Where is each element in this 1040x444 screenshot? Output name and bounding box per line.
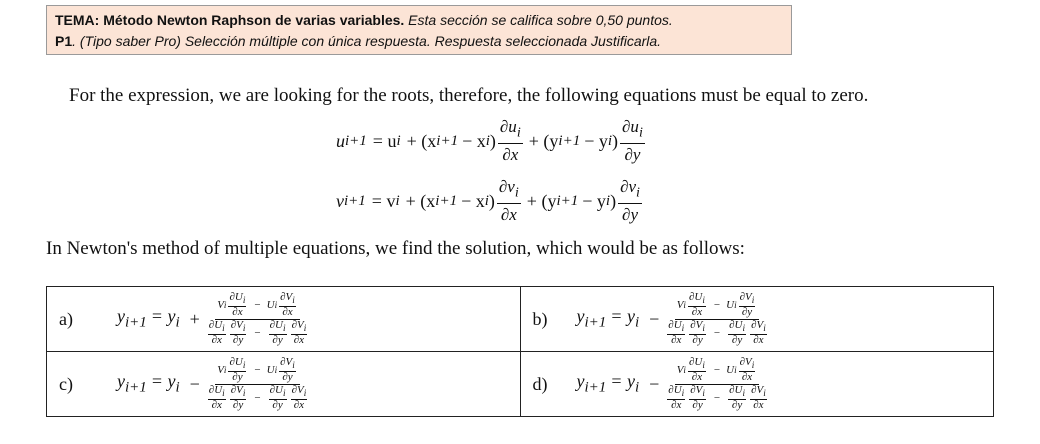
num-frac2 (739, 357, 756, 383)
option-fraction (206, 357, 310, 411)
eq-u-close2: ) (612, 130, 619, 151)
num-frac2-top-sub: i (751, 360, 755, 370)
num-frac2 (279, 292, 296, 318)
num-frac1-top-sub: i (242, 360, 246, 370)
option-lhs-var: y (576, 306, 585, 327)
option-letter: a) (59, 308, 73, 329)
header-box (46, 5, 792, 55)
eq-u-frac1 (498, 116, 523, 166)
tema-title: TEMA: Método Newton Raphson de varias variables. (55, 12, 405, 28)
den-frac1-top-sub: i (222, 388, 225, 399)
num-frac1 (688, 292, 706, 318)
option-c-cell[interactable] (47, 352, 521, 417)
num-v-sub: i (223, 364, 227, 375)
den-frac4-bottom: ∂x (753, 334, 764, 347)
den-frac1-top: ∂U (208, 319, 223, 331)
eq-u-frac2-den: ∂y (624, 145, 641, 165)
option-eq (610, 371, 639, 397)
eq-v-frac1-num-sub: i (514, 184, 519, 201)
den-frac2-top: ∂V (230, 384, 243, 396)
option-eq-var: = y (610, 371, 635, 392)
option-lhs-var: y (117, 306, 125, 327)
option-sign: − (649, 373, 660, 394)
num-frac2-bottom: ∂x (741, 371, 753, 383)
num-frac1-bottom: ∂x (691, 371, 703, 383)
eq-v-rhs: = v (371, 190, 396, 211)
option-denominator: $\partial U_i$ ∂x $\partial V_i$ ∂y − $\frac{\partial U_i}{\partial y}$ $\partial V_i$ ∂x (668, 319, 766, 347)
option-lhs-var: y (576, 371, 585, 392)
eq-u-rhs-sub: i (396, 132, 401, 149)
den-frac3-top-sub: i (283, 388, 286, 399)
num-v: V (217, 298, 224, 311)
den-frac4-top: ∂V (751, 384, 764, 396)
option-lhs (117, 371, 147, 397)
eq-v-frac2 (618, 176, 642, 226)
eq-u-term1: + (x (406, 130, 437, 151)
den-frac2-bottom: ∂y (232, 399, 244, 412)
den-frac1-top-sub: i (681, 388, 685, 399)
p1-label: P1 (55, 33, 73, 49)
option-eq-sub: i (634, 314, 640, 331)
num-frac1 (228, 357, 246, 383)
den-frac4 (750, 385, 767, 411)
num-frac2-top: ∂V (739, 290, 752, 303)
eq-v-term1-mid: − x (461, 190, 485, 211)
den-frac2 (689, 385, 706, 411)
den-frac2-top-sub: i (702, 388, 705, 399)
num-v: V (217, 363, 224, 376)
option-denominator: $\partial U_i$ ∂x $\partial V_i$ ∂y − $\frac{\partial U_i}{\partial y}$ $\partial V_i$ ∂x (668, 384, 766, 412)
den-frac4-bottom: ∂x (753, 399, 764, 412)
eq-u-term2-sub1: i+1 (558, 132, 581, 149)
p1-description: . (Tipo saber Pro) Selección múltiple con única respuesta. Respuesta seleccionada Justificarla. (72, 33, 662, 49)
option-numerator: V i $\partial U_i$ ∂y − U i $\partial V_i$ ∂y (215, 357, 300, 385)
eq-u-term1-sub1: i+1 (436, 132, 459, 149)
num-frac1-top: ∂U (229, 355, 243, 368)
eq-u-term1-mid: − x (462, 130, 486, 151)
den-frac3 (269, 320, 287, 346)
option-sign: + (189, 308, 200, 329)
den-frac1-bottom: ∂x (671, 334, 682, 347)
equation-v (336, 176, 644, 226)
den-frac1 (208, 385, 226, 411)
option-eq-var: = y (150, 306, 176, 327)
den-frac3-top-sub: i (283, 323, 286, 334)
option-d[interactable] (521, 352, 994, 416)
den-frac1-top-sub: i (222, 323, 225, 334)
eq-v-term1-sub1: i+1 (435, 192, 458, 209)
den-frac1-bottom: ∂x (211, 334, 222, 347)
den-frac3 (728, 385, 746, 411)
option-lhs-sub: i+1 (125, 314, 147, 331)
den-frac2 (230, 320, 247, 346)
eq-u-frac1-num: ∂u (499, 117, 517, 136)
num-frac1-top: ∂U (688, 290, 703, 303)
den-frac2-top-sub: i (702, 323, 705, 334)
eq-u-frac1-num-sub: i (516, 124, 521, 141)
num-frac2-bottom: ∂x (282, 306, 293, 318)
eq-u-term2-sub2: i (607, 132, 613, 149)
den-frac3-top-sub: i (742, 388, 746, 399)
option-fraction (206, 292, 310, 346)
den-frac3-top-sub: i (742, 323, 746, 334)
num-u: U (726, 298, 735, 311)
option-sign: − (649, 308, 660, 329)
num-frac1 (688, 357, 706, 383)
eq-u-rhs: = u (372, 130, 397, 151)
option-fraction (665, 292, 769, 346)
eq-v-term2-sub1: i+1 (556, 192, 579, 209)
option-denominator: $\partial U_i$ ∂x $\partial V_i$ ∂y − $\frac{\partial U_i}{\partial y}$ $\partial V_i$ ∂x (208, 319, 307, 347)
option-lhs (117, 306, 147, 332)
num-frac1-bottom: ∂x (232, 306, 243, 318)
num-frac1-top-sub: i (242, 295, 246, 305)
den-frac4-top: ∂V (751, 319, 764, 331)
num-frac2-top-sub: i (751, 295, 755, 305)
option-eq-var: = y (150, 371, 176, 392)
option-a-cell[interactable] (47, 287, 521, 352)
tema-line (55, 10, 783, 31)
eq-u-term1-sub2: i (485, 132, 490, 149)
intro-text: For the expression, we are looking for the roots, therefore, the following equations must be equal to zero. (69, 85, 869, 106)
num-frac1-top-sub: i (702, 295, 705, 305)
num-frac1-top-sub: i (702, 360, 705, 370)
eq-v-frac2-den: ∂y (622, 205, 638, 225)
num-frac1-top: ∂U (229, 290, 243, 303)
num-v-sub: i (683, 364, 686, 375)
den-frac3-bottom: ∂y (272, 334, 283, 347)
eq-u-frac2-num-sub: i (638, 124, 643, 141)
den-frac4-top-sub: i (763, 323, 766, 334)
num-u: U (266, 298, 275, 311)
eq-v-term1-sub2: i (484, 192, 489, 209)
num-frac2 (279, 357, 296, 383)
den-frac3-top: ∂U (729, 384, 743, 396)
den-frac4-top-sub: i (763, 388, 766, 399)
eq-v-frac1 (497, 176, 521, 226)
den-frac2-bottom: ∂y (692, 334, 703, 347)
num-frac1-bottom: ∂y (232, 371, 243, 383)
option-fraction (665, 357, 769, 411)
den-frac4-bottom: ∂x (293, 399, 305, 412)
option-lhs (577, 371, 607, 397)
option-lhs-sub: i+1 (584, 314, 607, 331)
option-eq-var: = y (610, 306, 635, 327)
num-frac2-top-sub: i (292, 295, 295, 305)
num-u-sub: i (734, 299, 737, 310)
den-frac2 (230, 385, 247, 411)
eq-v-lhs-sub: i+1 (344, 192, 366, 209)
num-frac2 (739, 292, 756, 318)
den-frac3 (269, 385, 287, 411)
option-eq (151, 371, 180, 397)
num-frac2-top: ∂V (739, 355, 752, 368)
eq-v-lhs: v (336, 190, 344, 211)
eq-u-frac2 (620, 116, 645, 166)
eq-v-term1: + (x (405, 190, 436, 211)
den-frac3-bottom: ∂y (731, 399, 743, 412)
tema-note: Esta sección se califica sobre 0,50 puntos. (404, 12, 673, 28)
den-frac1 (208, 320, 226, 346)
num-u-sub: i (274, 299, 278, 310)
option-d-cell[interactable] (520, 352, 994, 417)
den-frac2-top: ∂V (230, 319, 243, 331)
den-frac3 (728, 320, 746, 346)
den-frac4 (291, 320, 308, 346)
eq-v-close2: ) (610, 190, 617, 211)
option-letter: d) (532, 373, 548, 394)
num-frac2-top: ∂V (280, 355, 293, 368)
den-frac2-bottom: ∂y (232, 334, 244, 347)
num-v: V (676, 298, 684, 311)
option-eq-sub: i (175, 314, 180, 331)
den-frac4-top-sub: i (303, 388, 307, 399)
option-numerator: V i $\partial U_i$ ∂x − U i $\partial V_i$ ∂y (675, 292, 760, 320)
option-lhs-var: y (117, 371, 125, 392)
method-text: In Newton's method of multiple equations, we find the solution, which would be as follows: (46, 238, 745, 259)
option-numerator: V i $\partial U_i$ ∂x − U i $\partial V_i$ ∂x (215, 292, 300, 320)
num-frac1 (228, 292, 246, 318)
den-frac1-top: ∂U (668, 384, 682, 396)
p1-line (55, 31, 783, 52)
num-u: U (726, 363, 735, 376)
option-letter: b) (532, 308, 548, 329)
eq-u-close1: ) (489, 130, 496, 151)
num-v: V (676, 363, 684, 376)
option-denominator: $\partial U_i$ ∂x $\partial V_i$ ∂y − $\frac{\partial U_i}{\partial y}$ $\partial V_i$ ∂x (208, 384, 307, 412)
den-frac3-top: ∂U (729, 319, 743, 331)
eq-u-term2: + (y (528, 130, 559, 151)
num-frac1-top: ∂U (688, 355, 703, 368)
option-c[interactable] (47, 352, 520, 416)
den-frac1-bottom: ∂x (211, 399, 222, 412)
eq-v-term2: + (y (526, 190, 557, 211)
option-letter: c) (59, 373, 73, 394)
option-sign: − (189, 373, 200, 394)
num-frac1-bottom: ∂x (691, 306, 703, 318)
option-b[interactable] (521, 287, 994, 351)
num-frac2-top-sub: i (292, 360, 295, 370)
den-frac2-bottom: ∂y (692, 399, 703, 412)
option-eq (151, 306, 180, 332)
den-frac2-top-sub: i (242, 323, 246, 334)
den-frac3-top: ∂U (269, 384, 284, 396)
den-frac4 (750, 320, 767, 346)
num-frac2-bottom: ∂y (741, 306, 753, 318)
option-eq (610, 306, 639, 332)
eq-v-term2-mid: − y (582, 190, 606, 211)
den-frac1 (667, 385, 685, 411)
eq-v-frac1-num: ∂v (498, 177, 515, 196)
eq-u-lhs: u (336, 130, 345, 151)
den-frac2-top-sub: i (242, 388, 246, 399)
den-frac2-top: ∂V (690, 319, 703, 331)
equation-u (336, 116, 647, 166)
den-frac1-top: ∂U (208, 384, 223, 396)
eq-v-term2-sub2: i (605, 192, 611, 209)
den-frac4 (291, 385, 308, 411)
option-b-cell[interactable] (520, 287, 994, 352)
den-frac1-top-sub: i (681, 323, 685, 334)
den-frac1-bottom: ∂x (671, 399, 682, 412)
den-frac2 (689, 320, 706, 346)
option-numerator: V i $\partial U_i$ ∂x − U i $\partial V_i$ ∂x (675, 357, 760, 385)
den-frac3-top: ∂U (269, 319, 284, 331)
num-u: U (266, 363, 275, 376)
option-eq-sub: i (175, 379, 180, 396)
num-u-sub: i (734, 364, 737, 375)
option-lhs-sub: i+1 (125, 379, 147, 396)
eq-u-term2-mid: − y (584, 130, 608, 151)
option-lhs-sub: i+1 (584, 379, 607, 396)
option-eq-sub: i (634, 379, 640, 396)
eq-u-lhs-sub: i+1 (345, 132, 367, 149)
num-v-sub: i (683, 299, 686, 310)
option-a[interactable] (47, 287, 520, 351)
den-frac1 (667, 320, 685, 346)
eq-v-frac1-den: ∂x (500, 205, 517, 225)
eq-u-frac1-den: ∂x (502, 145, 519, 165)
options-table (46, 286, 994, 417)
den-frac1-top: ∂U (668, 319, 682, 331)
option-lhs (577, 306, 607, 332)
den-frac2-top: ∂V (690, 384, 703, 396)
num-v-sub: i (223, 299, 227, 310)
den-frac3-bottom: ∂y (272, 399, 283, 412)
den-frac4-top: ∂V (291, 384, 304, 396)
eq-v-frac2-num: ∂v (620, 177, 637, 196)
den-frac3-bottom: ∂y (731, 334, 743, 347)
den-frac4-top-sub: i (303, 323, 307, 334)
eq-u-frac2-num: ∂u (622, 117, 639, 136)
num-u-sub: i (274, 364, 278, 375)
num-frac2-bottom: ∂y (282, 371, 293, 383)
den-frac4-bottom: ∂x (293, 334, 305, 347)
num-frac2-top: ∂V (280, 290, 293, 303)
den-frac4-top: ∂V (291, 319, 304, 331)
eq-v-close1: ) (488, 190, 495, 211)
eq-v-frac2-num-sub: i (636, 184, 640, 201)
eq-v-rhs-sub: i (395, 192, 400, 209)
